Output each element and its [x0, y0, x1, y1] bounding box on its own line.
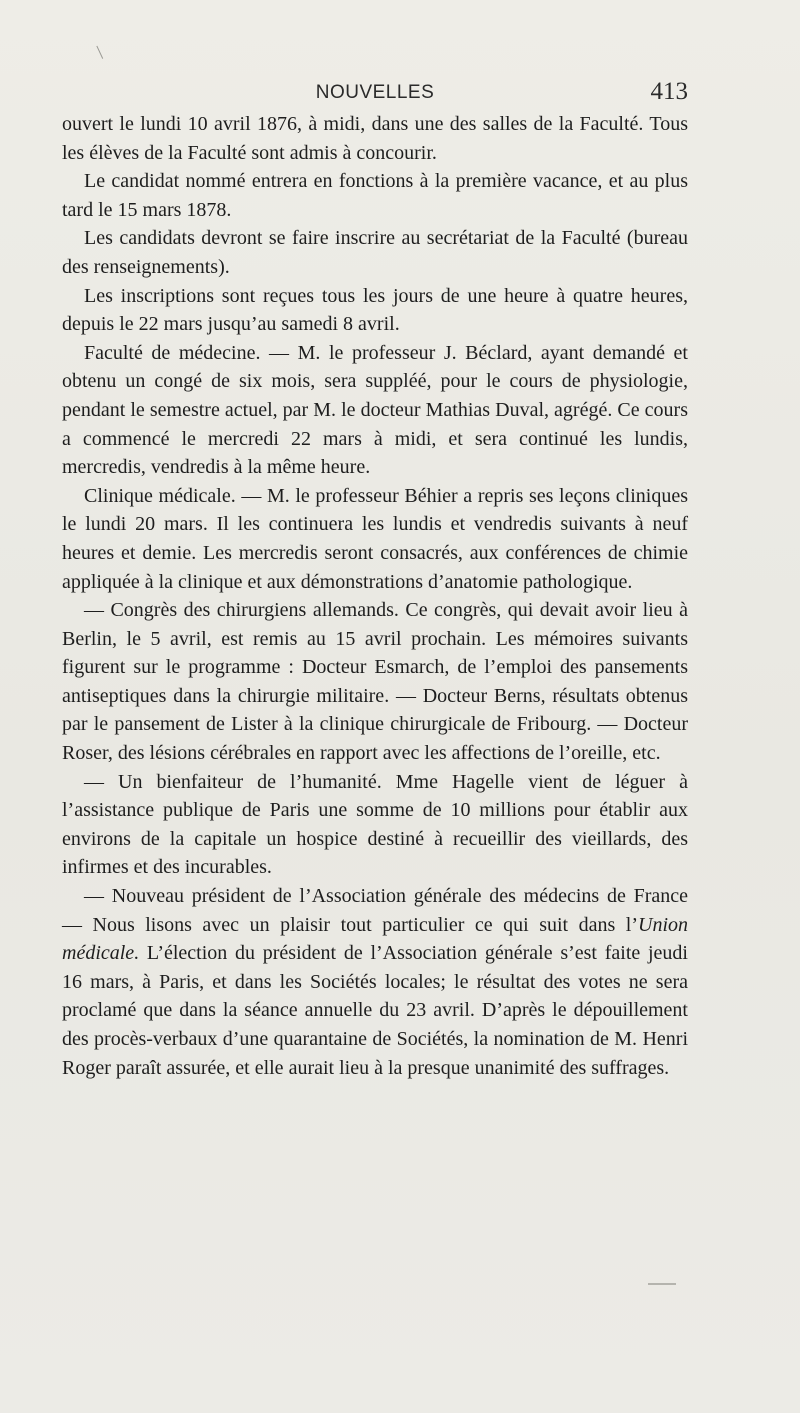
paragraph-clinique-medicale: Clinique médicale. — M. le professeur Béhier a repris ses leçons cliniques le lundi 20 mars. Il les continuera les lundis et vendredis suivants à neuf heures et demie. Les mercredis seront consacrés, aux conférences de chimie appliquée à la clinique et aux démonstrations d’anatomie pathologique.: [62, 484, 688, 593]
journal-title: Union médicale.: [62, 913, 688, 965]
body-text: [62, 110, 688, 1082]
page-header: [62, 78, 688, 112]
paragraph-faculte-medecine: Faculté de médecine. — M. le professeur J. Béclard, ayant demandé et obtenu un congé de six mois, sera suppléé, pour le cours de physiologie, pendant le semestre actuel, par M. le docteur Mathias Duval, agrégé. Ce cours a commencé le mercredi 22 mars à midi, et sera continué les lundis, mercredis, vendredis à la même heure.: [62, 341, 688, 479]
paragraph-bienfaiteur: — Un bienfaiteur de l’humanité. Mme Hagelle vient de léguer à l’assistance publique de Paris une somme de 10 millions pour établir aux environs de la capitale un hospice destiné à recueillir des vieillards, des infirmes et des incurables.: [62, 770, 688, 879]
paragraph-candidat: Le candidat nommé entrera en fonctions à la première vacance, et au plus tard le 15 mars 1878.: [62, 170, 688, 221]
paragraph-president-text-start: — Nouveau président de l’Association générale des médecins de France — Nous lisons avec un plaisir tout particulier ce qui suit dans l’: [62, 885, 688, 936]
paragraph-inscription: Les candidats devront se faire inscrire au secrétariat de la Faculté (bureau des renseignements).: [62, 227, 688, 278]
margin-mark: [96, 43, 108, 59]
page-number: 413: [650, 78, 688, 105]
paragraph-nouveau-president: [62, 882, 688, 1082]
paragraph-concours-continuation: ouvert le lundi 10 avril 1876, à midi, dans une des salles de la Faculté. Tous les élèves de la Faculté sont admis à concourir.: [62, 113, 688, 164]
running-title: NOUVELLES: [315, 82, 435, 103]
paragraph-horaires: Les inscriptions sont reçues tous les jours de une heure à quatre heures, depuis le 22 mars jusqu’au samedi 8 avril.: [62, 284, 688, 336]
paragraph-congres-chirurgiens: — Congrès des chirurgiens allemands. Ce congrès, qui devait avoir lieu à Berlin, le 5 avril, est remis au 15 avril prochain. Les mémoires suivants figurent sur le programme : Docteur Esmarch, de l’emploi des pansements antiseptiques dans la chirurgie militaire. — Docteur Berns, résultats obtenus par le pansement de Lister à la clinique chirurgicale de Fribourg. — Docteur Roser, des lésions cérébrales en rapport avec les affections de l’oreille, etc.: [62, 599, 688, 765]
paragraph-president-text-end: L’élection du président de l’Association générale s’est faite jeudi 16 mars, à Paris, et dans les Sociétés locales; le résultat des votes ne sera proclamé que dans la séance annuelle du 23 avril. D’après le dépouillement des procès-verbaux d’une quarantaine de Sociétés, la nomination de M. Henri Roger paraît assurée, et elle aurait lieu à la presque unanimité des suffrages.: [62, 942, 688, 1079]
page-smudge: [648, 1283, 676, 1285]
